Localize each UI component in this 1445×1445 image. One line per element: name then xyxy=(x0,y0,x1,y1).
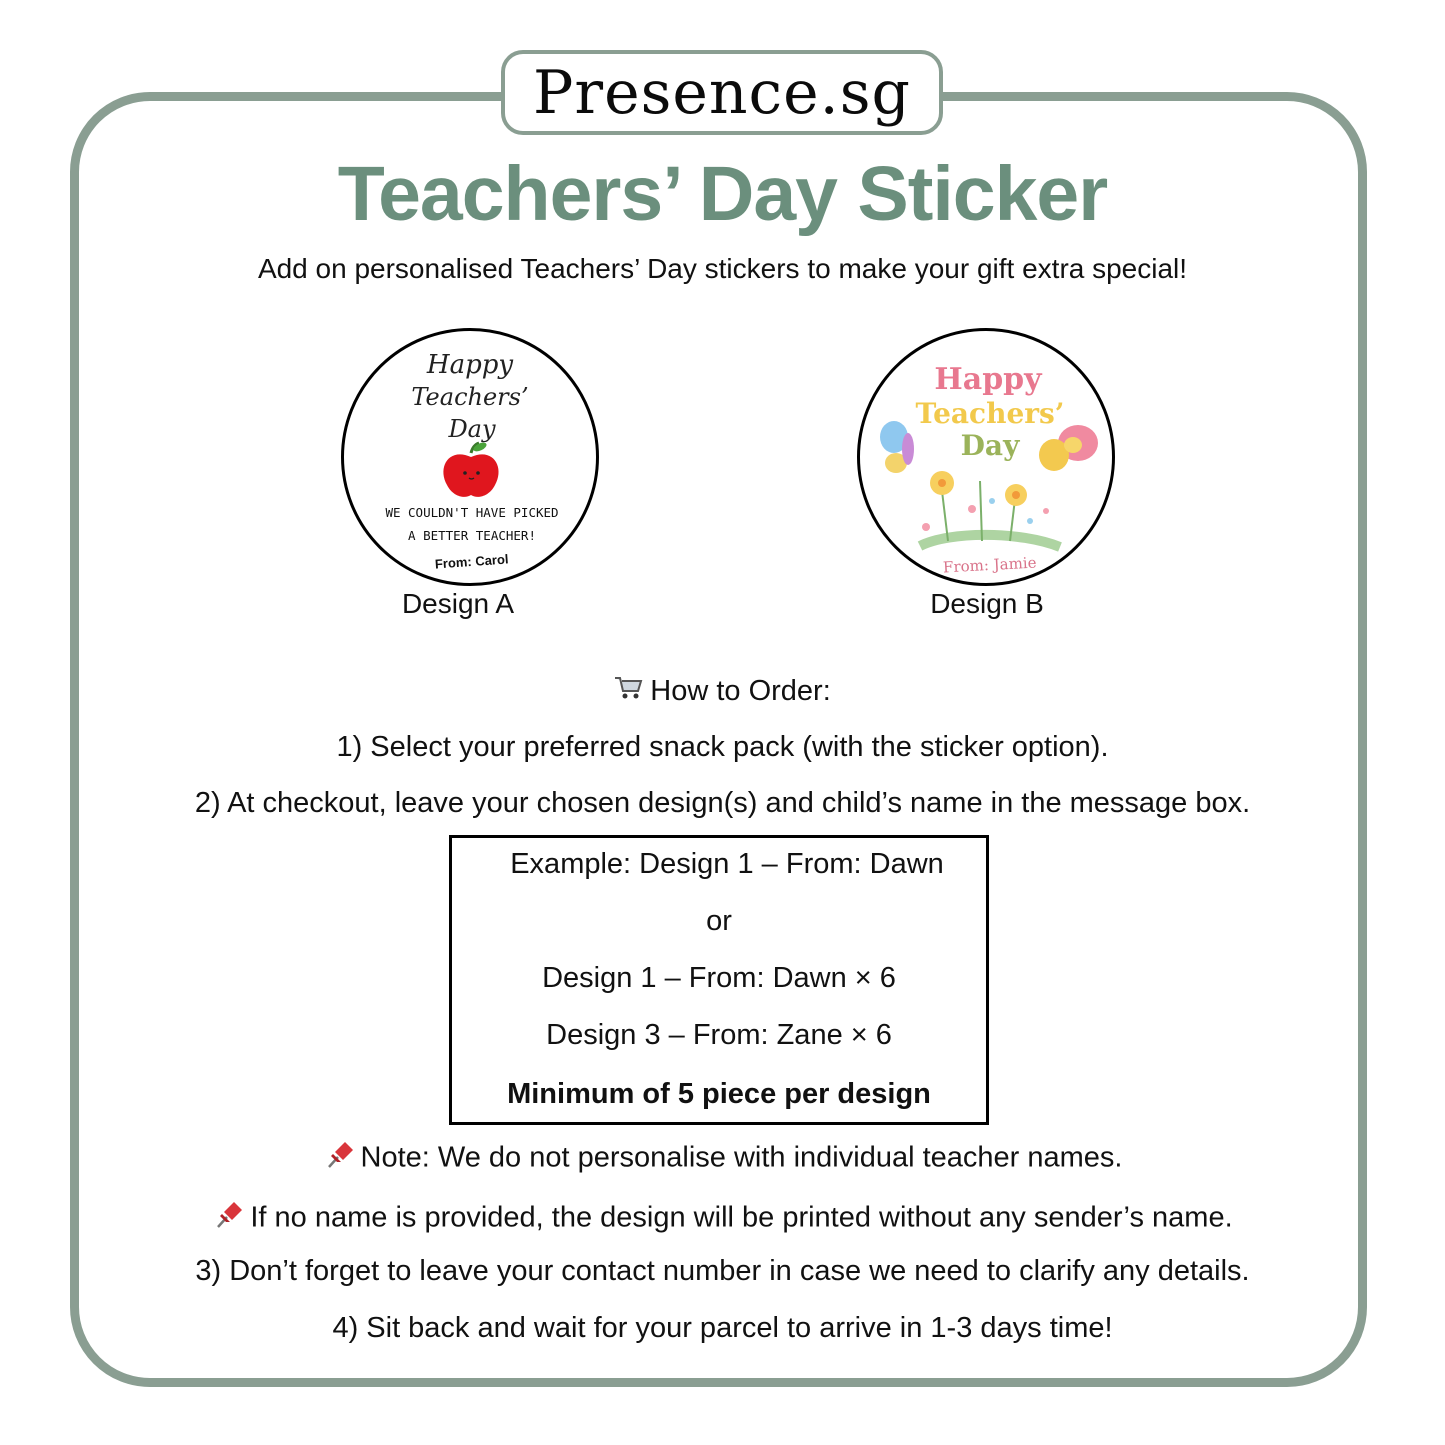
sticker-b-from: From: Jamie xyxy=(942,553,1037,577)
sticker-design-a xyxy=(341,328,599,586)
sticker-b-line1: Happy xyxy=(934,362,1042,397)
note-1 xyxy=(0,1140,1445,1178)
sticker-b-line2: Teachers’ xyxy=(915,397,1065,430)
step-3: 3) Don’t forget to leave your contact number in case we need to clarify any details. xyxy=(195,1255,1250,1287)
flowers-icon xyxy=(920,471,1060,547)
sticker-b-line3: Day xyxy=(960,429,1020,462)
example-box xyxy=(449,835,989,1125)
page-title: Teachers’ Day Sticker xyxy=(337,151,1108,237)
sticker-a-art xyxy=(344,331,596,583)
note-2 xyxy=(0,1200,1445,1238)
page-subtitle: Add on personalised Teachers’ Day stickers to make your gift extra special! xyxy=(257,253,1188,284)
sticker-a-from: From: Carol xyxy=(434,551,509,572)
how-to-heading xyxy=(0,675,1445,709)
butterfly-left-icon xyxy=(880,421,914,473)
example-line-1: Example: Design 1 – From: Dawn xyxy=(510,848,944,880)
note-2-text: If no name is provided, the design will be printed without any sender’s name. xyxy=(250,1201,1233,1234)
brand-name: Presence.sg xyxy=(533,57,911,128)
butterfly-right-icon xyxy=(1039,425,1098,471)
brand-logo-box xyxy=(501,50,943,135)
sticker-a-message2: A BETTER TEACHER! xyxy=(408,528,536,543)
step-4: 4) Sit back and wait for your parcel to arrive in 1-3 days time! xyxy=(332,1312,1113,1344)
step-2: 2) At checkout, leave your chosen design(s) and child’s name in the message box. xyxy=(194,787,1251,819)
design-a-label: Design A xyxy=(401,588,515,619)
how-to-heading-text: How to Order: xyxy=(650,675,831,707)
note-1-text: Note: We do not personalise with individual teacher names. xyxy=(360,1141,1123,1174)
sticker-b-art xyxy=(860,331,1112,583)
example-line-3: Design 1 – From: Dawn × 6 xyxy=(542,962,896,994)
sticker-a-line1: Happy xyxy=(426,350,514,380)
shopping-cart-icon xyxy=(614,675,644,709)
example-minimum-note: Minimum of 5 piece per design xyxy=(507,1078,931,1110)
sticker-a-line2: Teachers’ xyxy=(411,383,529,411)
example-line-2: or xyxy=(706,905,732,937)
sticker-a-message1: WE COULDN'T HAVE PICKED xyxy=(385,505,559,520)
step-1: 1) Select your preferred snack pack (with the sticker option). xyxy=(336,731,1109,763)
sticker-design-b xyxy=(857,328,1115,586)
example-line-4: Design 3 – From: Zane × 6 xyxy=(546,1019,892,1051)
design-b-label: Design B xyxy=(930,588,1044,619)
pushpin-icon xyxy=(323,1140,355,1178)
pushpin-icon xyxy=(212,1200,244,1238)
sticker-a-line3: Day xyxy=(448,415,496,443)
apple-icon xyxy=(443,441,498,497)
